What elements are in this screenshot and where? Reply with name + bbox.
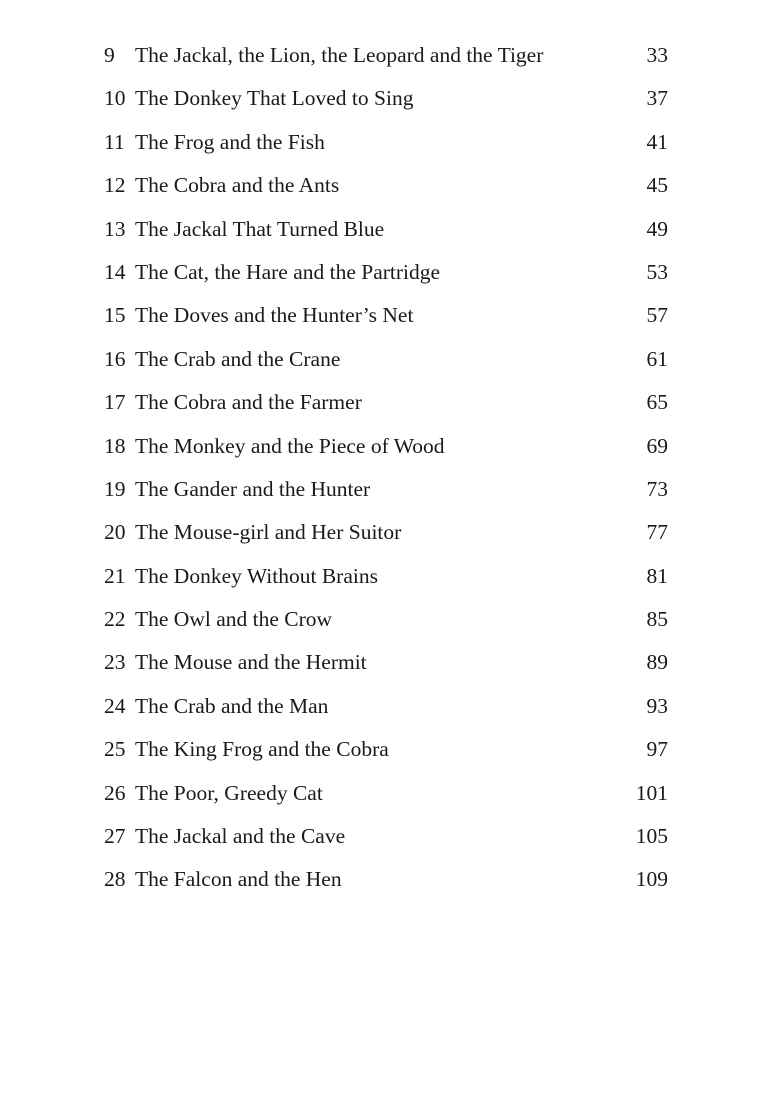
toc-entry [104,776,668,819]
entry-number: 18 [104,433,126,458]
entry-title: The Monkey and the Piece of Wood [135,433,445,458]
entry-title: The Falcon and the Hen [135,867,342,892]
entry-page-number: 105 [635,824,668,849]
toc-entry [104,212,668,255]
entry-number: 9 [104,43,115,67]
entry-page-number: 53 [646,259,668,284]
toc-entry [104,559,668,602]
toc-entry [104,125,668,168]
toc-entry [104,862,668,905]
entry-page-number: 57 [646,303,668,328]
entry-page-number: 65 [646,390,668,415]
entry-page-number: 85 [646,607,668,632]
entry-number: 15 [104,303,126,328]
entry-title: The Poor, Greedy Cat [135,780,323,805]
entry-title: The Crab and the Crane [135,346,341,371]
entry-title: The King Frog and the Cobra [135,737,389,762]
entry-title: The Cobra and the Farmer [135,390,362,415]
entry-title: The Gander and the Hunter [135,476,371,501]
toc-entry [104,168,668,211]
toc-entry [104,645,668,688]
entry-page-number: 89 [646,650,668,675]
entry-title: The Donkey Without Brains [135,563,378,588]
entry-title: The Jackal and the Cave [135,824,346,849]
entry-title: The Crab and the Man [135,693,329,718]
entry-title: The Jackal, the Lion, the Leopard and the Tiger [135,43,544,67]
toc-entry [104,689,668,732]
entry-number: 21 [104,563,126,588]
toc-entry [104,385,668,428]
entry-title: The Cobra and the Ants [135,173,340,198]
entry-title: The Jackal That Turned Blue [135,216,385,241]
entry-number: 16 [104,346,126,371]
entry-title: The Donkey That Loved to Sing [135,86,414,111]
entry-number: 14 [104,259,126,284]
entry-page-number: 97 [646,737,668,762]
entry-number: 12 [104,173,126,198]
entry-page-number: 77 [646,520,668,545]
entry-number: 13 [104,216,126,241]
entry-number: 27 [104,824,126,849]
toc-entry [104,38,668,81]
entry-page-number: 81 [646,563,668,588]
toc-entry [104,602,668,645]
entry-number: 25 [104,737,126,762]
entry-page-number: 69 [646,433,668,458]
toc-list [104,38,668,906]
toc-entry [104,255,668,298]
toc-entry [104,342,668,385]
entry-title: The Doves and the Hunter’s Net [135,303,414,328]
entry-title: The Cat, the Hare and the Partridge [135,259,441,284]
entry-title: The Owl and the Crow [135,607,333,632]
toc-entry [104,819,668,862]
entry-number: 24 [104,693,126,718]
entry-title: The Mouse and the Hermit [135,650,367,675]
entry-number: 10 [104,86,126,111]
entry-page-number: 101 [635,780,668,805]
entry-number: 11 [104,129,125,154]
entry-number: 17 [104,390,126,415]
entry-page-number: 93 [646,693,668,718]
entry-page-number: 109 [635,867,668,892]
entry-page-number: 33 [646,43,668,67]
entry-title: The Frog and the Fish [135,129,325,154]
entry-page-number: 73 [646,476,668,501]
entry-number: 20 [104,520,126,545]
toc-entry [104,429,668,472]
entry-number: 23 [104,650,126,675]
toc-entry [104,472,668,515]
toc-entry [104,298,668,341]
entry-title: The Mouse-girl and Her Suitor [135,520,402,545]
entry-number: 28 [104,867,126,892]
entry-page-number: 49 [646,216,668,241]
entry-number: 22 [104,607,126,632]
entry-page-number: 41 [646,129,668,154]
toc-entry [104,732,668,775]
entry-page-number: 45 [646,173,668,198]
toc-entry [104,515,668,558]
toc-entry [104,81,668,124]
entry-number: 19 [104,476,126,501]
entry-page-number: 61 [646,346,668,371]
entry-number: 26 [104,780,126,805]
entry-page-number: 37 [646,86,668,111]
